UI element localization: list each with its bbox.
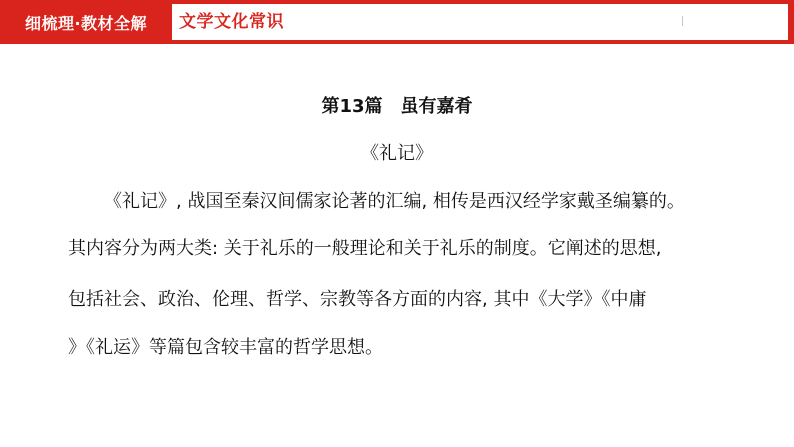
chapter-title: 第13篇 虽有嘉肴 [321,96,473,117]
book-title: 《礼记》 [361,143,433,164]
topic-label: 文学文化常识 [179,12,284,32]
paragraph-line-3: 包括社会、政治、伦理、哲学、宗教等各方面的内容, 其中《大学》《中庸 [68,289,647,310]
paragraph-line-2: 其内容分为两大类: 关于礼乐的一般理论和关于礼乐的制度。它阐述的思想, [68,238,662,259]
paragraph-line-1: 《礼记》, 战国至秦汉间儒家论著的汇编, 相传是西汉经学家戴圣编纂的。 [104,191,685,212]
paragraph-line-4: 》《礼运》等篇包含较丰富的哲学思想。 [68,337,383,358]
section-label: 细梳理·教材全解 [24,13,148,33]
